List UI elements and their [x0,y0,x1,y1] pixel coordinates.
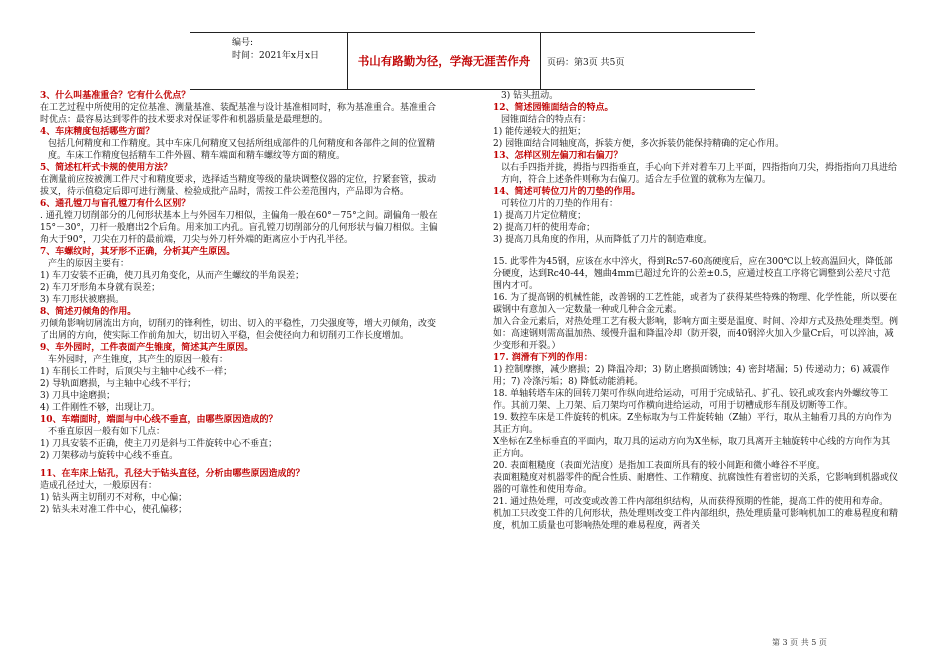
question-heading: 5、简述杠杆式卡规的使用方法？ [40,163,173,173]
question-heading: 7、车螺纹时，其牙形不正确，分析其产生原因。 [40,247,236,257]
paragraph: 在测量前应按被测工件尺寸和精度要求，选择适当精度等级的量块调整仪器的定位，拧紧套管，拔动拔叉，待示值稳定后即可进行测量、检验成批产品时，需按工件公差范围内，产品即为合格。 [40,175,437,197]
paragraph: 2) 导轨面磨损，与主轴中心线不平行； [40,379,197,389]
question-heading: 13、怎样区别左偏刀和右偏刀？ [493,151,623,161]
paragraph: 2) 钻头未对准工件中心，使孔偏移； [40,505,188,515]
paragraph: 2) 园锥面结合同轴度高，拆装方便，多次拆装仍能保持精确的定心作用。 [493,139,785,149]
paragraph: 20. 表面粗糙度（表面光洁度）是指加工表面所具有的较小间距和微小峰谷不平度。 [493,461,826,471]
paragraph: 1) 车削长工件时，后顶尖与主轴中心线不一样； [40,367,233,377]
paragraph: 1) 刀具安装不正确，使主刀刃是斜与工件旋转中心不垂直； [40,439,278,449]
question-heading: 10、车端面时，端面与中心线不垂直，由哪些原因造成的？ [40,415,278,425]
paragraph: 3) 刀具中途磨损； [40,391,116,401]
paragraph: 包括几何精度和工作精度。其中车床几何精度又包括所组成部件的几何精度和各部件之间的位置精度。车床工作精度包括精车工件外圆、精车端面和精车螺纹等方面的精度。 [48,139,436,161]
question-heading: 9、车外园时，工件表面产生锥度，简述其产生原因。 [40,343,254,353]
paragraph: 3) 钻头扭动。 [501,91,559,101]
paragraph: 3) 提高刀具角度的作用，从而降低了刀片的制造难度。 [493,235,713,245]
paragraph: 刃倾角影响切屑流出方向，切削刃的锋利性，切出、切入的平稳性，刀尖强度等，增大刃倾角，改变了出屑的方向，使实际工作前角加大，切出切入平稳，但会使径向力和切削刃工作长度增加。 [40,319,437,341]
number-label: 编号: [232,38,254,48]
paragraph: 2) 提高刀杆的使用寿命； [493,223,596,233]
left-column [40,90,440,516]
paragraph: 1) 车刀安装不正确，使刀具刃角变化，从而产生螺纹的半角误差； [40,271,305,281]
paragraph: 4) 工件刚性不够，出现让刀。 [40,403,161,413]
paragraph: 以右手四指并拢，拇指与四指垂直，手心向下并对着车刀上平面，四指指向刀尖，拇指指向刀具进给方向，符合上述条件则称为右偏刀。适合左手位置的就称为左偏刀。 [501,163,898,185]
paragraph: 可转位刀片的刀垫的作用有： [501,199,619,209]
paragraph: 1) 控制摩擦，减少磨损；2) 降温冷却；3) 防止磨损面锈蚀；4) 密封堵漏；5) 传递动力；6) 减震作用；7) 冷涤污垢；8) 降低动能消耗。 [493,365,890,387]
paragraph: 1) 能传递较大的扭矩； [493,127,587,137]
paragraph: 产生的原因主要有： [48,259,130,269]
page-header [190,32,755,90]
paragraph: 造成孔径过大，一般原因有： [40,481,158,491]
paragraph: 19. 数控车床是工件旋转的机床。Z坐标取为与工件旋转轴（Z轴）平行，取从主轴看刀具的方向作为其正方向。 [493,413,892,435]
header-page-label: 页码：第3页 共5页 [547,57,625,68]
paragraph: 在工艺过程中所使用的定位基准、测量基准、装配基准与设计基准相同时，称为基准重合。基准重合时优点：最容易达到零件的技术要求对保证零件和机器质量是最理想的。 [40,103,437,125]
header-meta [190,33,347,89]
page-footer: 第 3 页 共 5 页 [772,638,827,647]
question-heading: 12、简述园锥面结合的特点。 [493,103,614,113]
paragraph: 21. 通过热处理，可改变或改善工件内部组织结构，从而获得预期的性能，提高工件的使用和寿命。 [493,497,889,507]
paragraph: 机加工只改变工件的几何形状，热处理则改变工件内部组织，热处理质量可影响机加工的难易程度和精度，机加工质量也可影响热处理的难易程度，两者关 [493,509,899,531]
question-heading: 4、车床精度包括哪些方面？ [40,127,155,137]
header-motto: 书山有路勤为径，学海无涯苦作舟 [347,33,541,89]
paragraph: 表面粗糙度对机器零件的配合性质、耐磨性、工作精度、抗腐蚀性有着密切的关系，它影响到机器或仪器的可靠性和使用寿命。 [493,473,899,495]
paragraph: 2) 车刀牙形角本身就有误差； [40,283,161,293]
paragraph: 不垂直原因一般有如下几点： [48,427,166,437]
right-column [493,90,898,532]
paragraph: 园锥面结合的特点有： [501,115,592,125]
question-heading: 8、简述刃倾角的作用。 [40,307,137,317]
paragraph: X坐标在Z坐标垂直的平面内，取刀具的运动方向为X坐标，取刀具离开主轴旋转中心线的方向作为其正方向。 [493,437,891,459]
question-heading: 11、在车床上钻孔，孔径大于钻头直径，分析由哪些原因造成的？ [40,469,305,479]
time-label: 时间：2021年x月x日 [232,51,320,61]
question-heading: 6、通孔镗刀与盲孔镗刀有什么区别？ [40,199,191,209]
paragraph: . 通孔镗刀切削部分的几何形状基本上与外园车刀相似，主偏角一般在60°－75°之间。副偏角一般在15°－30°，刀杆一般磨出2个后角。用来加工内孔。盲孔镗刀切削部分的几何形状与偏刀相似。主偏角大于90°，刀尖在刀杆的最前端，刀尖与外刀杆外端的距离应小于内孔半径。 [40,211,438,245]
question-heading: 17. 润滑有下列的作用： [493,353,593,363]
paragraph: 3) 车刀形状被磨损。 [40,295,125,305]
paragraph: 1) 钻头两主切削刃不对称，中心偏； [40,493,188,503]
paragraph: 16. 为了提高钢的机械性能，改善钢的工艺性能，或者为了获得某些特殊的物理、化学性能，所以要在碳钢中有意加入一定数量一种或几种合金元素。 [493,293,898,315]
paragraph: 1) 提高刀片定位精度； [493,211,587,221]
spacer [493,246,898,256]
question-heading: 3、什么叫基准重合？它有什么优点？ [40,91,191,101]
question-heading: 14、简述可转位刀片的刀垫的作用。 [493,187,641,197]
paragraph: 18. 单轴转塔车床的回转刀架可作纵向进给运动，可用于完成钻孔、扩孔、铰孔或攻套内外螺纹等工作。其前刀架、上刀架、后刀架均可作横向进给运动，可用于切槽成形车削及切断等工作。 [493,389,889,411]
paragraph: 15. 此零件为45钢，应该在水中淬火，得到Rc57-60高硬度后，应在300℃以上较高温回火，降低部分硬度，达到Rc40-44，翘曲4mm已超过允许的公差±0.5，应通过校直工序将它调整到公差尺寸范围内才可。 [493,257,893,291]
paragraph: 2) 刀架移动与旋转中心线不垂直。 [40,451,179,461]
paragraph: 加入合金元素后，对热处理工艺有极大影响，影响方面主要是温度、时间、冷却方式及热处理类型。例如：高速钢则需高温加热、缓慢升温和降温冷却（防开裂，而40钢淬火加入少量Cr后，可以淬油，减少变形和开裂。） [493,317,899,351]
paragraph: 车外园时，产生锥度，其产生的原因一般有： [48,355,229,365]
